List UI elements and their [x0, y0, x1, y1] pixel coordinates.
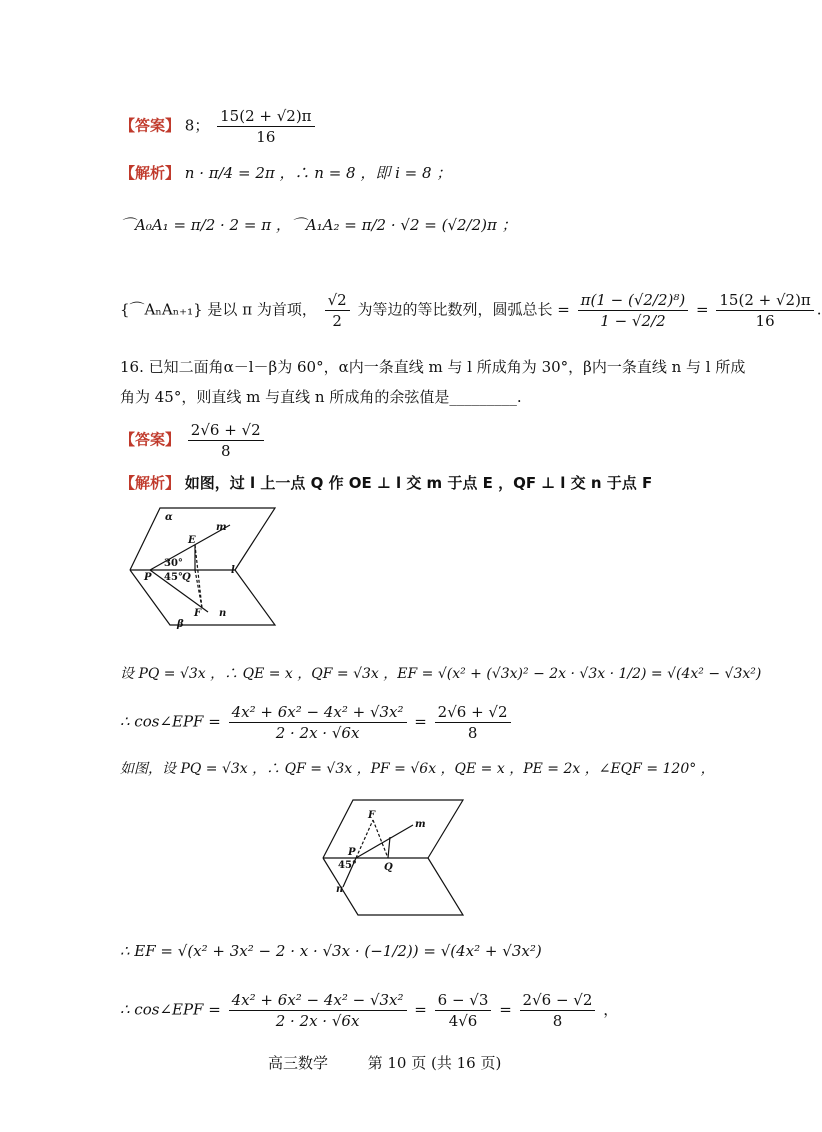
answer-value: 8；: [184, 116, 210, 135]
cos-result-2: [520, 990, 596, 1031]
label-P-2: P: [348, 847, 356, 858]
label-45deg: 45°: [164, 572, 183, 583]
cos-1-result-numerator: 2√6 + √2: [435, 702, 511, 723]
cos-1-denominator: 2 · 2x · √6x: [275, 724, 360, 742]
sequence-text-c: 为等边的等比数列，圆弧总长 =: [357, 300, 570, 319]
analysis-2-intro: 如图，过 l 上一点 Q 作 OE ⊥ l 交 m 于点 E ，QF ⊥ l 交 n 于点 F: [184, 474, 653, 492]
label-m: m: [216, 522, 227, 533]
footer-subject: 高三数学: [268, 1054, 329, 1072]
cos-line-1: [120, 702, 514, 743]
label-F-2: F: [368, 810, 376, 821]
cos-1-result-denominator: 8: [467, 724, 478, 742]
sequence-text-a: {⌒AₙAₙ₊₁} 是以 π 为首项，: [120, 300, 317, 319]
ratio-fraction: $\frac{√2}{2}$: [325, 290, 350, 331]
label-Q: Q: [182, 572, 191, 583]
label-Q-2: Q: [384, 862, 393, 873]
ef-line-2: ∴ EF = √(x² + 3x² − 2 · x · √3x · (−1/2)) = √(4x² + √3x²): [120, 942, 542, 960]
sum-fraction: [578, 290, 689, 331]
dihedral-figure-1: [120, 500, 285, 635]
equals-1: =: [414, 712, 427, 731]
equals-2: =: [414, 1000, 427, 1019]
answer-fraction: [217, 106, 314, 147]
footer-page: 第 10 页 (共 16 页): [367, 1054, 502, 1072]
answer-label: 【答案】: [120, 116, 181, 135]
analysis-eq-1: n · π/4 = 2π ，∴ n = 8 ，即 i = 8 ；: [184, 164, 452, 182]
label-n: n: [219, 608, 227, 619]
cos-result-1: [435, 702, 511, 743]
equals-3: =: [499, 1000, 512, 1019]
set-line-2: 如图，设 PQ = √3x ，∴ QF = √3x ，PF = √6x ，QE = x ，PE = 2x ，∠EQF = 120° ，: [120, 761, 715, 777]
label-30deg: 30°: [164, 558, 183, 569]
label-45deg-2: 45°: [338, 860, 357, 871]
equals: =: [696, 300, 714, 319]
cos-1-numerator: 4x² + 6x² − 4x² + √3x²: [229, 702, 407, 723]
answer-line-2: [120, 420, 267, 461]
cos-2-result-numerator: 2√6 − √2: [520, 990, 596, 1011]
cos-2-mid-denominator: 4√6: [448, 1012, 478, 1030]
label-n-2: n: [336, 884, 344, 895]
question-16-line-2: 角为 45°，则直线 m 与直线 n 所成角的余弦值是_________.: [120, 388, 522, 406]
cos-2-numerator: 4x² + 6x² − 4x² − √3x²: [229, 990, 407, 1011]
label-P: P: [144, 572, 152, 583]
page-footer: [268, 1052, 501, 1073]
analysis-label-2: 【解析】: [120, 474, 181, 492]
analysis-line-1: [120, 162, 451, 184]
analysis-2-intro-line: [120, 472, 652, 494]
analysis-line-3: {⌒AₙAₙ₊₁} 是以 π 为首项， $\frac{√2}{2}$ 为等边的等比数列，圆弧总长 = $\frac{\text{π(1 − (√2/2)⁸)}}{1 - √2/2}$ = $\frac{15(2 + √2)\pi}{16}$ .: [120, 291, 822, 330]
result-numerator: 15(2 + √2)π: [716, 290, 813, 311]
analysis-line-2: ⌒A₀A₁ = π/2 · 2 = π ，⌒A₁A₂ = π/2 · √2 = (√2/2)π ；: [120, 216, 517, 234]
cos-2-result-denominator: 8: [552, 1012, 563, 1030]
fraction-numerator: 15(2 + √2)π: [217, 106, 314, 127]
dihedral-figure-2: [318, 795, 468, 920]
set-line-1: 设 PQ = √3x ，∴ QE = x ，QF = √3x ，EF = √(x² + (√3x)² − 2x · √3x · 1/2) = √(4x² − √3x²): [120, 666, 762, 682]
label-E: E: [188, 535, 196, 546]
label-alpha: α: [165, 512, 173, 523]
cos-line-2: [120, 990, 618, 1031]
cos-fraction-2: [229, 990, 407, 1031]
answer-2-denominator: 8: [220, 442, 231, 460]
cos-lhs-1: ∴ cos∠EPF =: [120, 712, 221, 731]
cos-fraction-1: [229, 702, 407, 743]
result-fraction: [716, 290, 813, 331]
cos-2-denominator: 2 · 2x · √6x: [275, 1012, 360, 1030]
analysis-label: 【解析】: [120, 164, 181, 182]
answer-label-2: 【答案】: [120, 430, 181, 449]
sum-numerator: π(1 − (√2/2)⁸): [578, 290, 689, 311]
result-denominator: 16: [755, 312, 775, 330]
answer-2-numerator: 2√6 + √2: [188, 420, 264, 441]
answer-line-1: [120, 106, 318, 147]
cos-2-mid-numerator: 6 − √3: [435, 990, 492, 1011]
answer-2-fraction: [188, 420, 264, 461]
cos-mid-fraction: [435, 990, 492, 1031]
question-16-line-1: 16. 已知二面角α－l－β为 60°，α内一条直线 m 与 l 所成角为 30°，β内一条直线 n 与 l 所成: [120, 358, 746, 376]
label-m-2: m: [415, 819, 426, 830]
cos-lhs-2: ∴ cos∠EPF =: [120, 1000, 221, 1019]
fraction-denominator: 16: [256, 128, 276, 146]
label-l: l: [231, 565, 235, 576]
sum-denominator: 1 − √2/2: [600, 312, 666, 330]
label-beta: β: [177, 619, 184, 630]
trailing-comma: ，: [603, 1000, 619, 1019]
label-F: F: [194, 608, 202, 619]
